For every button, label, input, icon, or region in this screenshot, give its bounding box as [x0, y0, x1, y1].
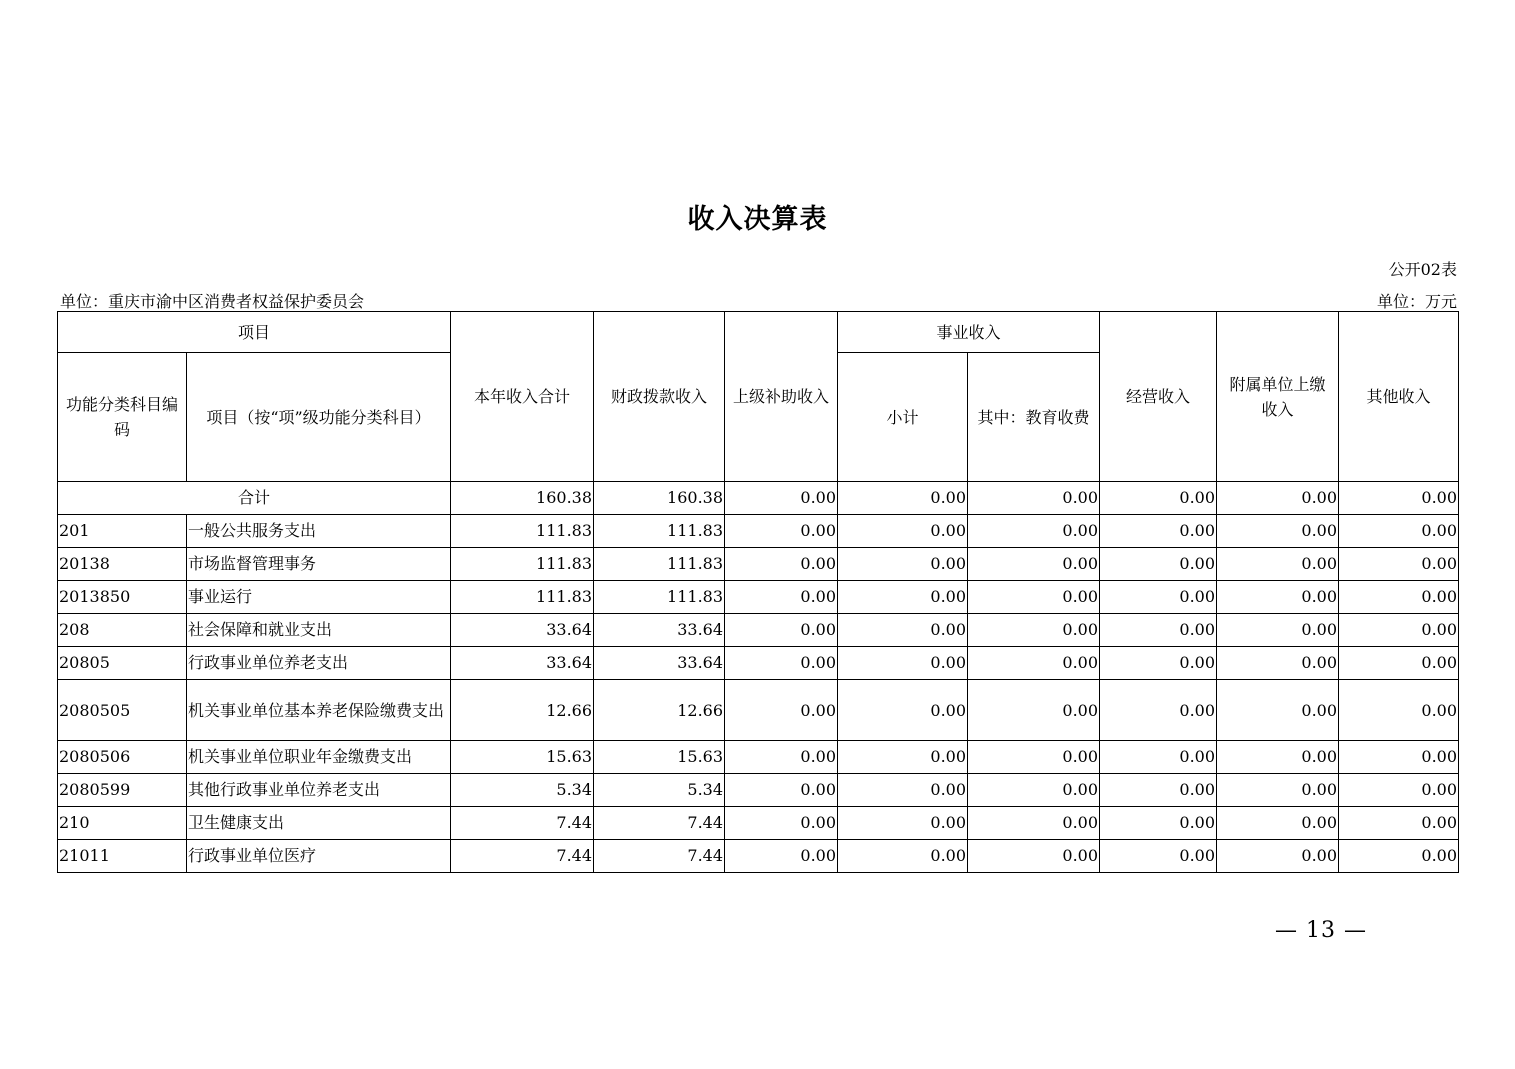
cell-superior: 0.00 [725, 482, 838, 515]
cell-fiscal: 111.83 [594, 581, 725, 614]
cell-total: 111.83 [451, 548, 594, 581]
cell-affiliated: 0.00 [1217, 741, 1339, 774]
cell-fiscal: 7.44 [594, 807, 725, 840]
cell-fiscal: 33.64 [594, 614, 725, 647]
cell-superior: 0.00 [725, 647, 838, 680]
table-row [58, 774, 1459, 807]
cell-name: 机关事业单位职业年金缴费支出 [187, 741, 451, 774]
cell-operating: 0.00 [1100, 515, 1217, 548]
cell-other: 0.00 [1339, 548, 1459, 581]
cell-name: 一般公共服务支出 [187, 515, 451, 548]
cell-subtotal: 0.00 [838, 515, 968, 548]
cell-total: 5.34 [451, 774, 594, 807]
table-row [58, 515, 1459, 548]
table-header [58, 312, 1459, 482]
total-label: 合计 [58, 482, 451, 515]
cell-education: 0.00 [968, 515, 1100, 548]
cell-other: 0.00 [1339, 647, 1459, 680]
cell-fiscal: 111.83 [594, 548, 725, 581]
cell-other: 0.00 [1339, 774, 1459, 807]
cell-superior: 0.00 [725, 581, 838, 614]
cell-other: 0.00 [1339, 614, 1459, 647]
cell-education: 0.00 [968, 614, 1100, 647]
cell-affiliated: 0.00 [1217, 482, 1339, 515]
header-name: 项目（按“项”级功能分类科目） [187, 353, 451, 482]
cell-superior: 0.00 [725, 807, 838, 840]
header-education: 其中：教育收费 [968, 353, 1100, 482]
header-code: 功能分类科目编码 [58, 353, 187, 482]
cell-operating: 0.00 [1100, 807, 1217, 840]
cell-education: 0.00 [968, 741, 1100, 774]
cell-total: 160.38 [451, 482, 594, 515]
cell-education: 0.00 [968, 548, 1100, 581]
cell-name: 市场监督管理事务 [187, 548, 451, 581]
cell-education: 0.00 [968, 774, 1100, 807]
cell-subtotal: 0.00 [838, 482, 968, 515]
cell-subtotal: 0.00 [838, 774, 968, 807]
unit-currency: 单位：万元 [1376, 292, 1457, 311]
cell-code: 20138 [58, 548, 187, 581]
cell-other: 0.00 [1339, 807, 1459, 840]
header-other: 其他收入 [1339, 312, 1459, 482]
cell-fiscal: 15.63 [594, 741, 725, 774]
cell-education: 0.00 [968, 680, 1100, 741]
cell-code: 20805 [58, 647, 187, 680]
cell-education: 0.00 [968, 840, 1100, 873]
table-row [58, 680, 1459, 741]
cell-code: 210 [58, 807, 187, 840]
table-body [58, 482, 1459, 873]
cell-operating: 0.00 [1100, 614, 1217, 647]
table-row [58, 741, 1459, 774]
cell-name: 其他行政事业单位养老支出 [187, 774, 451, 807]
cell-other: 0.00 [1339, 741, 1459, 774]
cell-name: 行政事业单位养老支出 [187, 647, 451, 680]
header-fiscal: 财政拨款收入 [594, 312, 725, 482]
cell-operating: 0.00 [1100, 840, 1217, 873]
cell-subtotal: 0.00 [838, 647, 968, 680]
cell-total: 7.44 [451, 807, 594, 840]
cell-total: 111.83 [451, 581, 594, 614]
cell-operating: 0.00 [1100, 548, 1217, 581]
cell-superior: 0.00 [725, 680, 838, 741]
cell-affiliated: 0.00 [1217, 614, 1339, 647]
cell-fiscal: 160.38 [594, 482, 725, 515]
income-settlement-table [57, 311, 1459, 873]
cell-operating: 0.00 [1100, 741, 1217, 774]
table-row [58, 807, 1459, 840]
cell-other: 0.00 [1339, 840, 1459, 873]
cell-education: 0.00 [968, 581, 1100, 614]
header-business-income: 事业收入 [838, 312, 1100, 353]
cell-subtotal: 0.00 [838, 614, 968, 647]
cell-fiscal: 12.66 [594, 680, 725, 741]
page-title: 收入决算表 [687, 204, 828, 235]
cell-other: 0.00 [1339, 482, 1459, 515]
cell-subtotal: 0.00 [838, 840, 968, 873]
header-operating: 经营收入 [1100, 312, 1217, 482]
header-project: 项目 [58, 312, 451, 353]
cell-code: 201 [58, 515, 187, 548]
cell-name: 事业运行 [187, 581, 451, 614]
cell-total: 7.44 [451, 840, 594, 873]
cell-superior: 0.00 [725, 614, 838, 647]
cell-affiliated: 0.00 [1217, 647, 1339, 680]
header-superior: 上级补助收入 [725, 312, 838, 482]
cell-operating: 0.00 [1100, 680, 1217, 741]
cell-affiliated: 0.00 [1217, 774, 1339, 807]
cell-education: 0.00 [968, 647, 1100, 680]
cell-operating: 0.00 [1100, 647, 1217, 680]
cell-name: 卫生健康支出 [187, 807, 451, 840]
cell-affiliated: 0.00 [1217, 548, 1339, 581]
cell-superior: 0.00 [725, 840, 838, 873]
header-subtotal: 小计 [838, 353, 968, 482]
cell-total: 33.64 [451, 614, 594, 647]
cell-code: 2080599 [58, 774, 187, 807]
cell-code: 2013850 [58, 581, 187, 614]
table-row [58, 840, 1459, 873]
cell-code: 2080506 [58, 741, 187, 774]
cell-name: 行政事业单位医疗 [187, 840, 451, 873]
cell-other: 0.00 [1339, 680, 1459, 741]
table-row [58, 647, 1459, 680]
cell-operating: 0.00 [1100, 581, 1217, 614]
cell-fiscal: 33.64 [594, 647, 725, 680]
cell-education: 0.00 [968, 807, 1100, 840]
cell-affiliated: 0.00 [1217, 807, 1339, 840]
table-row [58, 581, 1459, 614]
cell-code: 21011 [58, 840, 187, 873]
cell-superior: 0.00 [725, 774, 838, 807]
cell-fiscal: 7.44 [594, 840, 725, 873]
form-number: 公开02表 [1388, 260, 1457, 279]
cell-total: 15.63 [451, 741, 594, 774]
cell-education: 0.00 [968, 482, 1100, 515]
cell-superior: 0.00 [725, 741, 838, 774]
cell-subtotal: 0.00 [838, 741, 968, 774]
cell-affiliated: 0.00 [1217, 680, 1339, 741]
header-total: 本年收入合计 [451, 312, 594, 482]
cell-superior: 0.00 [725, 548, 838, 581]
total-row [58, 482, 1459, 515]
cell-name: 社会保障和就业支出 [187, 614, 451, 647]
cell-other: 0.00 [1339, 515, 1459, 548]
cell-affiliated: 0.00 [1217, 840, 1339, 873]
cell-total: 111.83 [451, 515, 594, 548]
cell-superior: 0.00 [725, 515, 838, 548]
cell-operating: 0.00 [1100, 774, 1217, 807]
cell-subtotal: 0.00 [838, 807, 968, 840]
table-row [58, 548, 1459, 581]
table-row [58, 614, 1459, 647]
cell-operating: 0.00 [1100, 482, 1217, 515]
cell-total: 12.66 [451, 680, 594, 741]
cell-subtotal: 0.00 [838, 548, 968, 581]
cell-total: 33.64 [451, 647, 594, 680]
cell-fiscal: 111.83 [594, 515, 725, 548]
cell-fiscal: 5.34 [594, 774, 725, 807]
cell-other: 0.00 [1339, 581, 1459, 614]
cell-subtotal: 0.00 [838, 581, 968, 614]
cell-subtotal: 0.00 [838, 680, 968, 741]
cell-code: 208 [58, 614, 187, 647]
cell-code: 2080505 [58, 680, 187, 741]
cell-name: 机关事业单位基本养老保险缴费支出 [187, 680, 451, 741]
header-affiliated: 附属单位上缴收入 [1217, 312, 1339, 482]
page-number: — 13 — [1275, 918, 1367, 943]
cell-affiliated: 0.00 [1217, 515, 1339, 548]
unit-organization: 单位：重庆市渝中区消费者权益保护委员会 [60, 292, 365, 311]
cell-affiliated: 0.00 [1217, 581, 1339, 614]
